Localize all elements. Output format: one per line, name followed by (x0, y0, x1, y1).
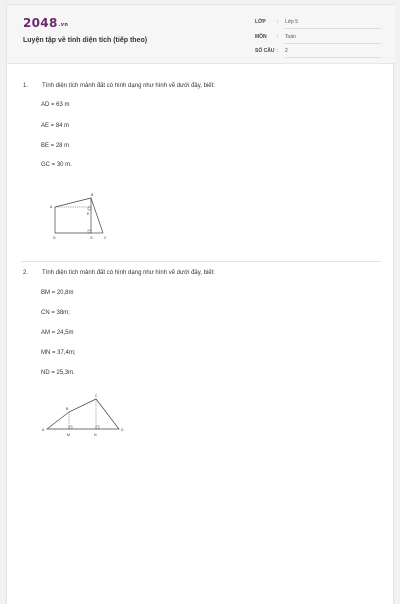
right-angle-mark (69, 426, 72, 429)
given-value: GC = 30 m. (41, 162, 72, 168)
meta-grade: LỚP : Lớp 5 (255, 17, 381, 29)
figure-label: D (121, 428, 124, 432)
question-text: Tính diện tích mảnh đất có hình dạng như hình vẽ dưới đây, biết: (42, 83, 215, 89)
meta-label: MÔN (255, 34, 267, 40)
figure-label: D (53, 236, 56, 240)
meta-label: SỐ CÂU (255, 48, 275, 54)
figure-label: B (66, 407, 69, 411)
figure-edge (91, 198, 103, 233)
meta-question-count: SỐ CÂU : 2 (255, 46, 381, 58)
given-value: AD = 63 m (41, 102, 70, 108)
question-number: 2. (23, 270, 29, 276)
given-value: ND = 25,3m. (41, 370, 75, 376)
figure-2 (41, 391, 131, 441)
figure-label: G (90, 236, 93, 240)
figure-label: C (104, 236, 107, 240)
given-value: AE = 84 m (41, 123, 70, 129)
right-angle-mark (88, 230, 91, 233)
meta-value: Toán (285, 34, 381, 44)
figure-label: A (42, 428, 45, 432)
meta-subject: MÔN : Toán (255, 32, 381, 44)
given-value: BE = 28 m (41, 143, 70, 149)
page-title: Luyện tập về tính diện tích (tiếp theo) (23, 37, 148, 44)
figure-label: B (91, 193, 94, 197)
given-value: MN = 37,4m; (41, 350, 76, 356)
figure-outline (55, 198, 91, 233)
given-value: BM = 20,8m (41, 290, 74, 296)
figure-label: M (67, 433, 70, 437)
meta-value: Lớp 5 (285, 19, 381, 29)
given-value: AM = 24,5m (41, 330, 74, 336)
question-divider (21, 261, 381, 262)
right-angle-mark (88, 207, 91, 210)
worksheet (6, 4, 394, 604)
site-logo[interactable]: 2048.vn (23, 16, 69, 30)
figure-outline (47, 399, 119, 429)
right-angle-mark (96, 426, 99, 429)
figure-label: N (94, 433, 97, 437)
question-number: 1. (23, 83, 29, 89)
figure-label: E (87, 212, 90, 216)
figure-label: A (50, 205, 53, 209)
figure-1 (47, 187, 117, 247)
meta-value: 2 (285, 48, 381, 58)
worksheet-header (7, 5, 395, 64)
figure-label: C (95, 394, 98, 398)
question-text: Tính diện tích mảnh đất có hình dạng như hình vẽ dưới đây, biết: (42, 270, 215, 276)
meta-label: LỚP (255, 19, 266, 25)
given-value: CN = 38m; (41, 310, 70, 316)
